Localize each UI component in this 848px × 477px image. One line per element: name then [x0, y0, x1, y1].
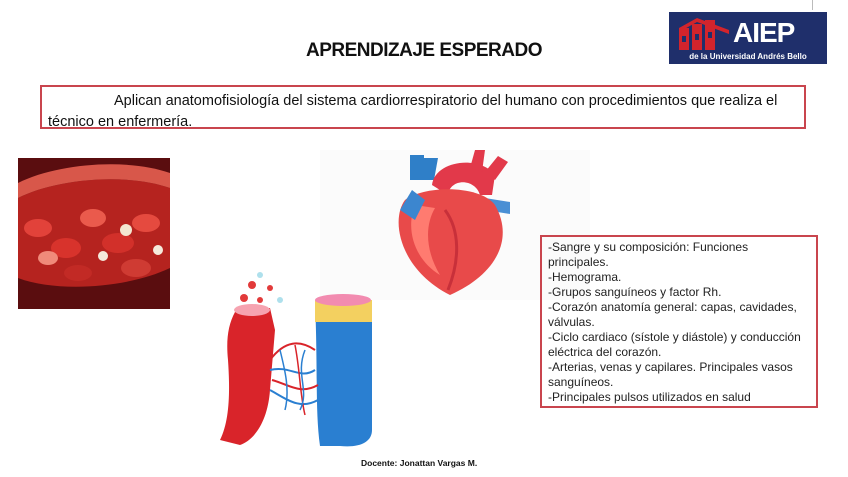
logo-subtitle: de la Universidad Andrés Bello	[689, 52, 807, 61]
page-title: APRENDIZAJE ESPERADO	[306, 40, 542, 61]
list-item: -Arterias, venas y capilares. Principales vasos sanguíneos.	[548, 360, 793, 389]
list-item: -Hemograma.	[548, 270, 622, 284]
list-item: -Ciclo cardiaco (sístole y diástole) y conducción eléctrica del corazón.	[548, 330, 801, 359]
list-item: -Principales pulsos utilizados en salud	[548, 390, 751, 404]
objective-text: Aplican anatomofisiología del sistema cardiorrespiratorio del humano con procedimientos que realiza el técnico en enfermería.	[48, 93, 778, 130]
blood-cells-image	[18, 158, 170, 309]
content-list	[540, 235, 818, 408]
list-item: -Sangre y su composición: Funciones principales.	[548, 240, 749, 269]
top-divider	[812, 0, 813, 10]
blood-vessels-image	[200, 270, 390, 450]
learning-objective	[40, 85, 806, 129]
logo-brand: AIEP	[733, 17, 795, 48]
list-item: -Grupos sanguíneos y factor Rh.	[548, 285, 722, 299]
aiep-logo	[669, 12, 827, 64]
docente-credit: Docente: Jonattan Vargas M.	[361, 458, 478, 468]
list-item: -Corazón anatomía general: capas, cavidades, válvulas.	[548, 300, 797, 329]
building-icon	[679, 18, 729, 50]
